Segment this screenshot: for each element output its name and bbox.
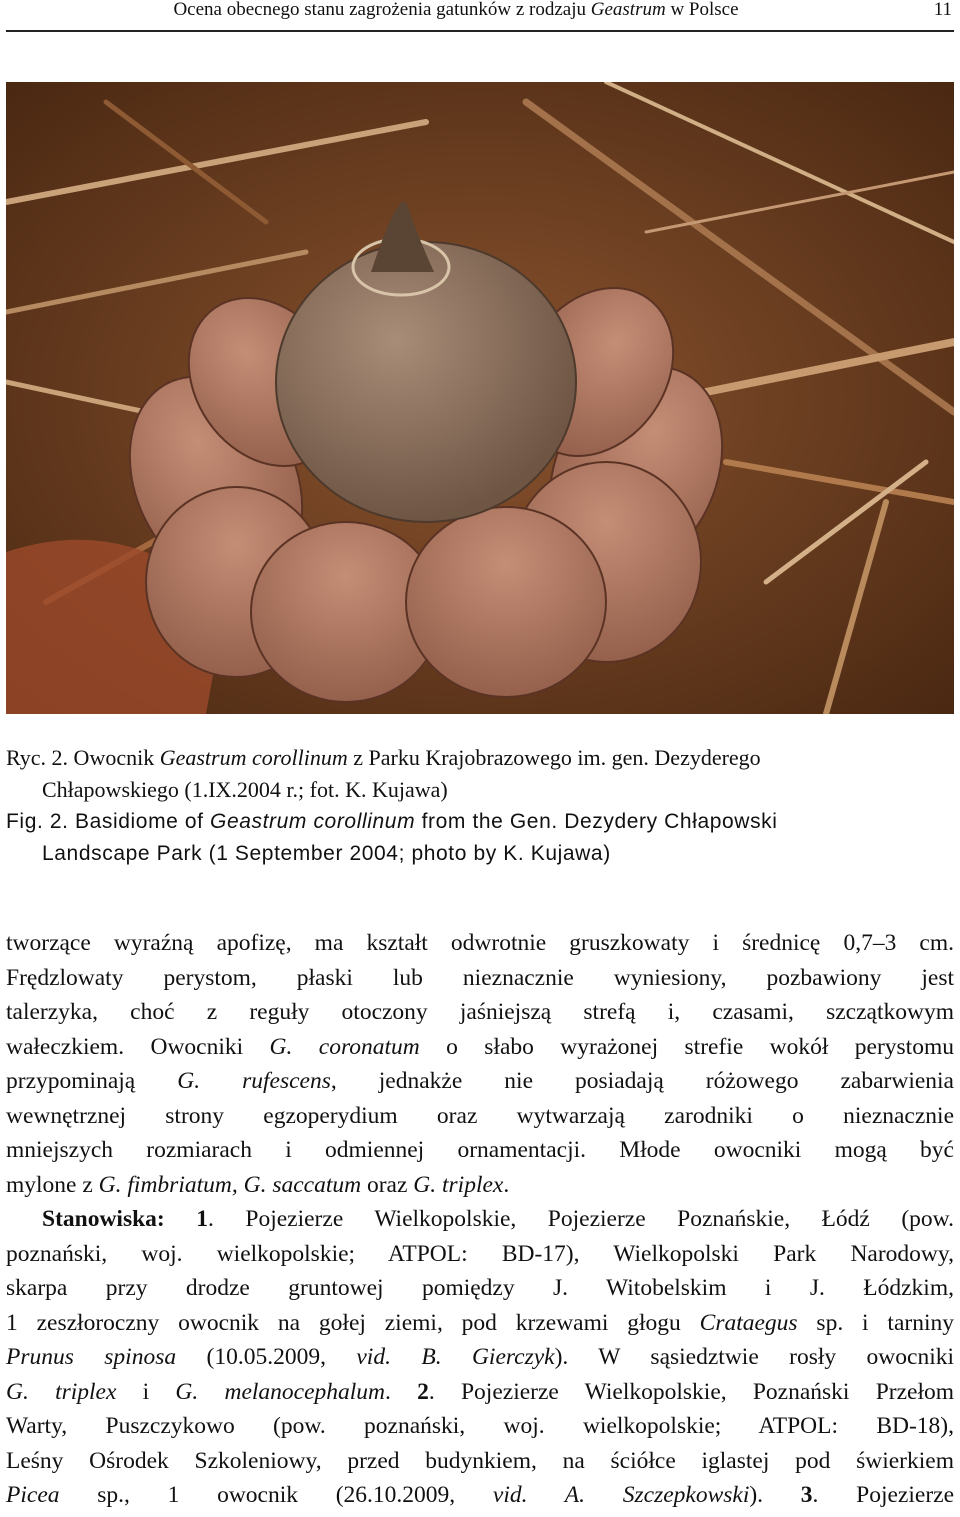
body-line: Frędzlowaty perystom, płaski lub nieznacznie wyniesiony, pozbawiony jest: [6, 964, 954, 991]
body-line: skarpa przy drodze gruntowej pomiędzy J. Witobelskim i J. Łódzkim,: [6, 1275, 954, 1301]
geastrum-photo-illustration: [6, 82, 954, 714]
caption-en-line-1: Fig. 2. Basidiome of Geastrum corollinum from the Gen. Dezydery Chłapowski: [6, 810, 778, 833]
body-line: mniejszych rozmiarach i odmiennej ornamentacji. Młode owocniki mogą być: [6, 1137, 954, 1163]
body-line: Leśny Ośrodek Szkoleniowy, przed budynkiem, na ściółce iglastej pod świerkiem: [6, 1447, 954, 1474]
body-line: poznański, woj. wielkopolskie; ATPOL: BD-17), Wielkopolski Park Narodowy,: [6, 1240, 954, 1267]
caption-pl-line-1: Ryc. 2. Owocnik Geastrum corollinum z Parku Krajobrazowego im. gen. Dezyderego: [6, 745, 761, 770]
body-line: Prunus spinosa (10.05.2009, vid. B. Gierczyk). W sąsiedztwie rosły owocniki: [6, 1344, 954, 1370]
running-head: [6, 0, 954, 32]
body-line: mylone z G. fimbriatum, G. saccatum oraz G. triplex.: [6, 1171, 510, 1198]
body-line: talerzyka, choć z reguły otoczony jaśniejszą strefą i, czasami, szczątkowym: [6, 999, 954, 1025]
caption-en-line-2: Landscape Park (1 September 2004; photo by K. Kujawa): [42, 842, 611, 865]
body-line: Picea sp., 1 owocnik (26.10.2009, vid. A. Szczepkowski). 3. Pojezierze: [6, 1482, 955, 1508]
running-title: Ocena obecnego stanu zagrożenia gatunków z rodzaju Geastrum w Polsce: [173, 0, 739, 20]
caption-pl-line-2: Chłapowskiego (1.IX.2004 r.; fot. K. Kujawa): [42, 777, 448, 802]
body-text: [6, 926, 954, 1513]
page-number: 11: [933, 0, 952, 20]
body-line: 1 zeszłoroczny owocnik na gołej ziemi, pod krzewami głogu Crataegus sp. i tarniny: [6, 1309, 954, 1336]
body-line: tworzące wyraźną apofizę, ma kształt odwrotnie gruszkowaty i średnicę 0,7–3 cm.: [6, 930, 954, 956]
localities-heading: Stanowiska: 1: [42, 1206, 209, 1232]
body-line: G. triplex i G. melanocephalum. 2. Pojezierze Wielkopolskie, Poznański Przełom: [6, 1378, 955, 1405]
body-line: wałeczkiem. Owocniki G. coronatum o słabo wyrażonej strefie wokół perystomu: [6, 1033, 954, 1060]
body-line: przypominają G. rufescens, jednakże nie posiadają różowego zabarwienia: [6, 1068, 954, 1094]
localities-line: Stanowiska: 1. Pojezierze Wielkopolskie, Pojezierze Poznańskie, Łódź (pow.: [42, 1206, 954, 1232]
body-line: wewnętrznej strony egzoperydium oraz wytwarzają zarodniki o nieznacznie: [6, 1102, 954, 1129]
figure-caption: [6, 742, 954, 870]
figure-photo: [6, 82, 954, 714]
body-line: Warty, Puszczykowo (pow. poznański, woj. wielkopolskie; ATPOL: BD-18),: [6, 1413, 954, 1439]
